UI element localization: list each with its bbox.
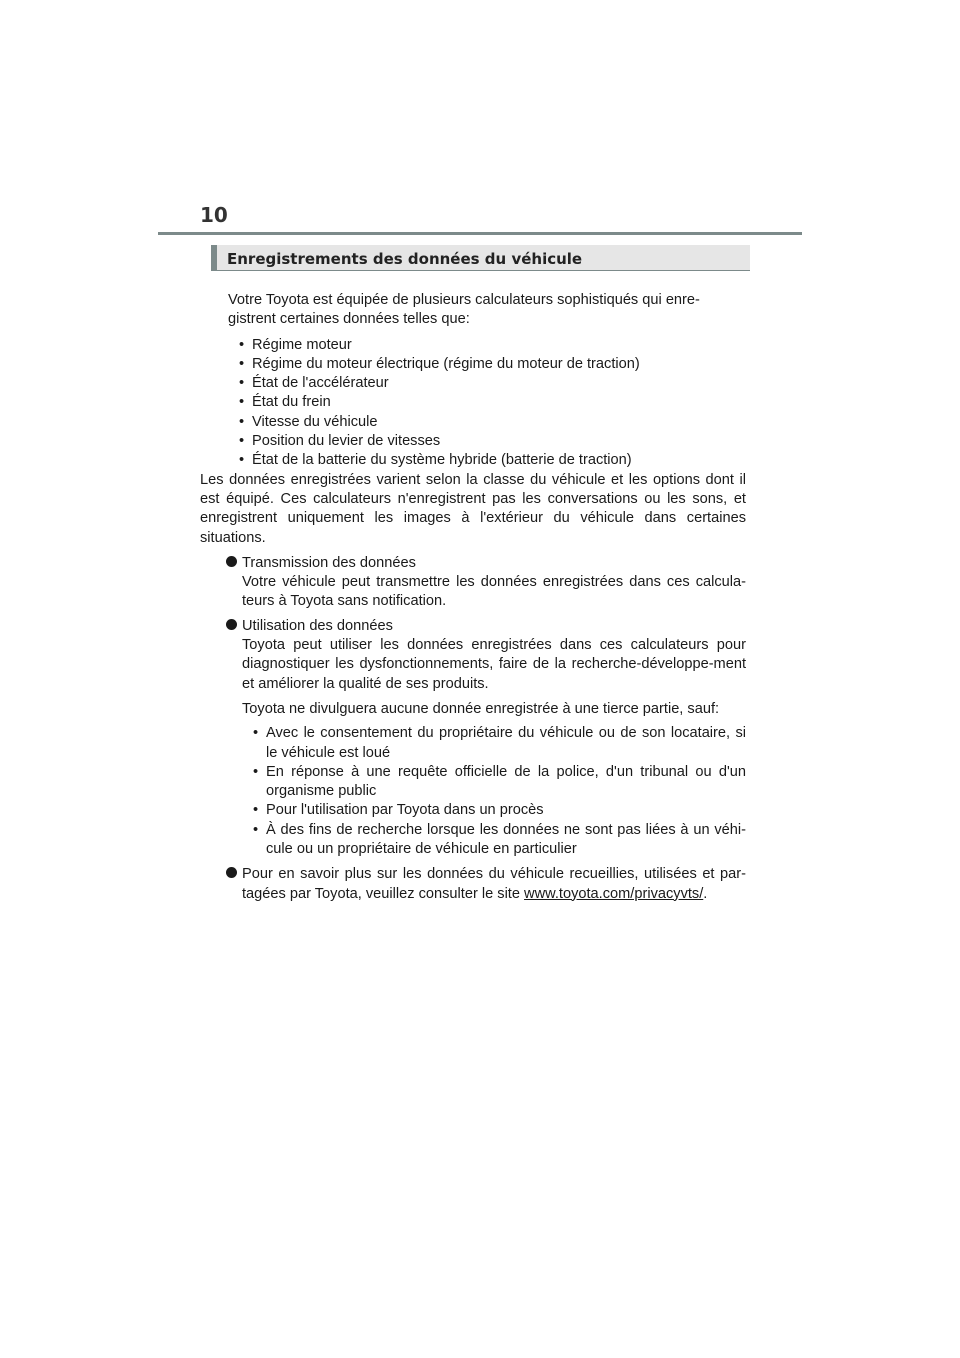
intro-paragraph	[228, 291, 746, 330]
list-item: • Pour l'utilisation par Toyota dans un procès	[242, 801, 746, 820]
more-info-text: Pour en savoir plus sur les données du véhicule recueillies, utilisées et par-tagées par Toyota, veuillez consulter le site www.toyota.com/privacyvts/.	[242, 866, 746, 902]
page-number: 10	[200, 203, 228, 227]
transmission-title: Transmission des données	[242, 554, 416, 571]
usage-title: Utilisation des données	[242, 617, 393, 634]
list-item: • État du frein	[228, 393, 746, 412]
bullet-icon: •	[239, 375, 245, 392]
bullet-icon: •	[239, 433, 245, 450]
point-marker-icon	[226, 619, 237, 630]
list-item: • Régime du moteur électrique (régime du moteur de traction)	[228, 355, 746, 374]
bullet-icon: •	[253, 802, 259, 819]
list-item: • Vitesse du véhicule	[228, 413, 746, 432]
list-item: • Position du levier de vitesses	[228, 432, 746, 451]
privacy-link[interactable]: www.toyota.com/privacyvts/	[524, 885, 704, 902]
usage-point	[228, 617, 746, 860]
bullet-icon: •	[239, 452, 245, 469]
bullet-icon: •	[239, 413, 245, 430]
intro-line-1: Votre Toyota est équipée de plusieurs calculateurs sophistiqués qui enre-	[228, 292, 700, 308]
list-item: • État de la batterie du système hybride (batterie de traction)	[228, 451, 746, 470]
point-marker-icon	[226, 556, 237, 567]
section-header	[211, 245, 750, 271]
exceptions-list	[242, 724, 746, 859]
bullet-icon: •	[253, 763, 259, 780]
point-marker-icon	[226, 867, 237, 878]
list-item: • Régime moteur	[228, 336, 746, 355]
disclosure-text: Toyota ne divulguera aucune donnée enregistrée à une tierce partie, sauf:	[242, 700, 720, 717]
list-item: • En réponse à une requête officielle de la police, d'un tribunal ou d'un organisme public	[253, 763, 746, 800]
intro-line-2: gistrent certaines données telles que:	[228, 311, 470, 328]
bullet-icon: •	[239, 336, 245, 353]
transmission-point	[228, 554, 746, 612]
more-info-point	[228, 865, 746, 904]
top-divider	[158, 232, 802, 235]
bullet-icon: •	[239, 394, 245, 411]
content	[200, 291, 746, 904]
transmission-text: Votre véhicule peut transmettre les données enregistrées dans ces calcula-teurs à Toyota sans notification.	[242, 574, 746, 610]
bullet-icon: •	[253, 821, 259, 838]
bullet-icon: •	[253, 725, 259, 742]
usage-text: Toyota peut utiliser les données enregistrées dans ces calculateurs pour diagnostiquer les dysfonctionnements, faire de la recherche-développe-ment et améliorer la qualité de ses produits.	[242, 637, 746, 692]
bullet-icon: •	[239, 355, 245, 372]
list-item: • Avec le consentement du propriétaire du véhicule ou de son locataire, si le véhicule est loué	[253, 725, 746, 761]
recorded-data-list	[228, 336, 746, 471]
section-title: Enregistrements des données du véhicule	[227, 250, 583, 268]
list-item: • À des fins de recherche lorsque les données ne sont pas liées à un véhi-cule ou un propriétaire de véhicule en particulier	[253, 821, 746, 858]
recording-details-paragraph: Les données enregistrées varient selon la classe du véhicule et les options dont il est équipé. Ces calculateurs n'enregistrent pas les conversations ou les sons, et enregistrent uniquement les images à l'extérieur du véhicule dans certaines situations.	[200, 471, 746, 546]
list-item: • État de l'accélérateur	[228, 374, 746, 393]
